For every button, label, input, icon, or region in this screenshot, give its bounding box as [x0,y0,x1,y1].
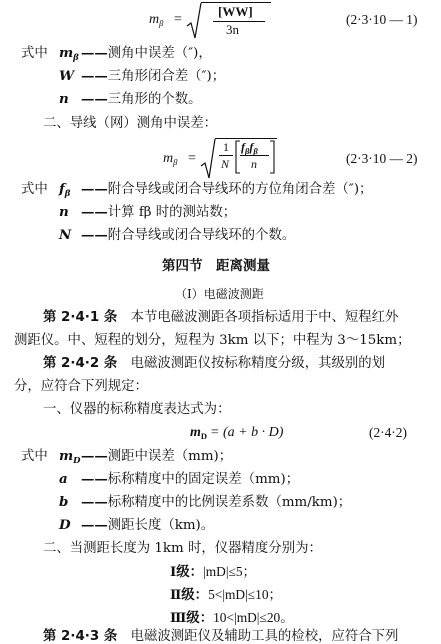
defs-3-symbol: $m_D$ [59,448,81,466]
formula-2-right-bracket-icon [269,140,275,174]
formula-1-radical-icon [186,2,202,40]
defs-1-item: $m_\beta$ ——测角中误差（″)， [59,45,212,63]
defs-1-lead: 式中 [21,46,48,61]
formula-1-number: (2·3·10 — 1) [346,12,418,27]
formula-2-inner-den: n [251,157,257,171]
article-label: 第 2·4·3 条 [43,629,118,644]
defs-2-symbol: $f_\beta$ [59,181,71,199]
formula-2-radical-bar [215,138,277,139]
defs-1-item: n ——三角形的个数。 [59,91,202,107]
formula-2-number: (2·3·10 — 2) [346,151,418,166]
defs-1-symbol: $m_\beta$ [59,45,79,63]
grade-row: Ⅰ级：|mD|≤5； [170,564,256,580]
formula-2-frac-bar [219,155,233,156]
formula-1-numerator: [WW] [218,4,253,19]
formula-2-inner-num: $f_\beta f_\beta$ [241,140,258,156]
defs-2-symbol: n [59,204,69,220]
formula-2-equals: = [188,151,196,166]
formula-1-equals: = [174,12,182,27]
formula-1-lhs: $m_\beta$ [149,12,164,28]
defs-3-symbol: b [59,494,69,510]
defs-2-item: n ——计算 fβ 时的测站数； [59,204,237,220]
defs-3-item: a ——标称精度中的固定误差（mm)； [59,471,300,487]
defs-1-symbol: n [59,91,69,107]
article-label: 第 2·4·1 条 [43,310,118,325]
article-label: 第 2·4·2 条 [43,356,118,371]
defs-3-item: b ——标称精度中的比例误差系数（mm/km)； [59,494,352,510]
grade-row: Ⅲ级：10<|mD|≤20。 [170,610,294,626]
formula-2-frac-num: 1 [223,140,229,154]
formula-2-lhs: $m_\beta$ [163,151,178,167]
grade-label: Ⅲ级： [170,610,214,626]
formula-3-number: (2·4·2) [369,425,407,440]
article-2-4-1-cont: 测距仪。中、短程的划分，短程为 3km 以下；中程为 3～15km； [14,333,411,348]
defs-3-item: $m_D——$测距中误差（mm)； [59,448,233,466]
defs-2-symbol: N [59,227,72,243]
formula-1-radical-bar [201,2,271,3]
article-2-4-2-item-1: 一、仪器的标称精度表达式为： [43,402,231,417]
defs-1-symbol: W [59,68,75,84]
defs-1-item: W ——三角形闭合差（″)； [59,68,226,84]
article-2-4-2: 第 2·4·2 条 电磁波测距仪按标称精度分级，其级别的划 [43,356,386,371]
formula-2-inner-bar [240,155,269,156]
formula-2-radical-icon [200,138,216,180]
defs-2-item: N ——附合导线或闭合导线环的个数。 [59,227,296,243]
formula-3: $m_D = (a + b \cdot D)$ [190,425,284,441]
grade-label: Ⅱ级： [170,587,209,603]
article-2-4-1: 第 2·4·1 条 本节电磁波测距各项指标适用于中、短程红外 [43,310,399,325]
grade-label: Ⅰ级： [170,564,204,580]
formula-1-denominator: 3n [226,22,239,37]
grade-row: Ⅱ级：5<|mD|≤10； [170,587,282,603]
formula-1-fraction-bar [213,21,265,22]
defs-3-item: D ——测距长度（km)。 [59,517,215,533]
defs-2-item: $f_\beta$ ——附合导线或闭合导线环的方位角闭合差（″)； [59,181,373,199]
article-2-4-3: 第 2·4·3 条 电磁波测距仪及辅助工具的检校，应符合下列 [43,629,399,644]
formula-2-frac-den: N [221,157,230,171]
defs-3-symbol: a [59,471,68,487]
article-2-4-2-cont: 分，应符合下列规定： [14,379,148,394]
defs-3-lead: 式中 [21,449,48,464]
defs-3-symbol: D [59,517,71,533]
section-subtitle: （I）电磁波测距 [175,287,264,301]
section-title: 第四节 距离测量 [162,258,270,274]
defs-2-lead: 式中 [21,182,48,197]
item-2: 二、当测距长度为 1km 时，仪器精度分别为： [43,541,322,556]
section-2-heading: 二、导线（网）测角中误差： [43,116,218,131]
